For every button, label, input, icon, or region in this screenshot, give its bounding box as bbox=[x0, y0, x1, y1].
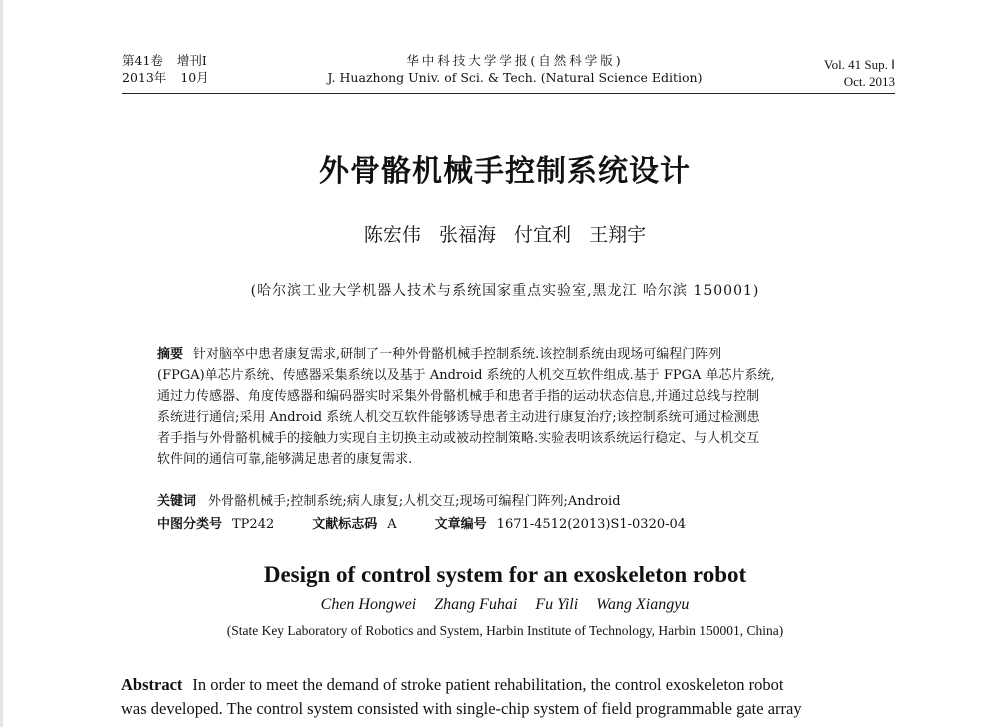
abstract-cn-line: 软件间的通信可靠,能够满足患者的康复需求. bbox=[157, 452, 413, 467]
abstract-en bbox=[121, 673, 901, 721]
clc-value: TP242 bbox=[232, 517, 275, 532]
article-number-label: 文章编号 bbox=[434, 517, 487, 532]
header-date-en: Oct. 2013 bbox=[843, 74, 895, 89]
abstract-en-label: Abstract bbox=[121, 675, 183, 694]
header-volume-cn: 第41卷 bbox=[122, 53, 163, 68]
affiliation-en: (State Key Laboratory of Robotics and System, Harbin Institute of Technology, Harbin 150001, China) bbox=[226, 623, 784, 638]
abstract-cn-line: (FPGA)单芯片系统、传感器采集系统以及基于 Android 系统的人机交互软件组成.基于 FPGA 单芯片系统, bbox=[157, 368, 775, 383]
paper-title-cn: 外骨骼机械手控制系统设计 bbox=[319, 154, 691, 189]
author-en: Chen Hongwei bbox=[320, 596, 417, 613]
header-year-cn: 2013年 bbox=[122, 70, 167, 85]
abstract-cn-line: 系统进行通信;采用 Android 系统人机交互软件能够诱导患者主动进行康复治疗;该控制系统可通过检测患 bbox=[157, 410, 760, 425]
header-supplement-cn: 增刊Ⅰ bbox=[176, 53, 207, 68]
author-cn: 陈宏伟 bbox=[363, 224, 421, 246]
header-month-cn: 10月 bbox=[180, 70, 209, 85]
abstract-cn-line: 摘要 针对脑卒中患者康复需求,研制了一种外骨骼机械手控制系统.该控制系统由现场可编程门阵列 bbox=[157, 347, 722, 362]
abstract-cn-line: 通过力传感器、角度传感器和编码器实时采集外骨骼机械手和患者手指的运动状态信息,并通过总线与控制 bbox=[157, 389, 760, 404]
author-en: Fu Yili bbox=[535, 596, 579, 613]
header-journal bbox=[310, 52, 720, 86]
author-en: Wang Xiangyu bbox=[596, 596, 690, 613]
abstract-cn bbox=[157, 344, 862, 470]
header-issue-en bbox=[824, 56, 895, 90]
doc-code-value: A bbox=[387, 517, 397, 532]
clc-label: 中图分类号 bbox=[157, 517, 223, 532]
keywords-text: 外骨骼机械手;控制系统;病人康复;人机交互;现场可编程门阵列;Android bbox=[208, 494, 621, 509]
header-volume-en: Vol. 41 Sup. Ⅰ bbox=[823, 57, 895, 72]
abstract-en-line: was developed. The control system consisted with single-chip system of field programmable gate array bbox=[121, 699, 802, 718]
header-rule bbox=[122, 93, 895, 94]
author-en: Zhang Fuhai bbox=[434, 596, 518, 613]
abstract-cn-label: 摘要 bbox=[157, 347, 184, 362]
abstract-en-line: Abstract In order to meet the demand of stroke patient rehabilitation, the control exoskeleton robot bbox=[121, 675, 784, 694]
author-cn: 张福海 bbox=[438, 224, 496, 246]
abstract-cn-line: 者手指与外骨骼机械手的接触力实现自主切换主动或被动控制策略.实验表明该系统运行稳定、与人机交互 bbox=[157, 431, 760, 446]
authors-en bbox=[0, 596, 1000, 614]
paper-title-en: Design of control system for an exoskeleton robot bbox=[263, 562, 747, 587]
header-issue-cn bbox=[122, 52, 209, 86]
journal-name-cn: 华中科技大学学报(自然科学版) bbox=[406, 53, 624, 68]
affiliation-cn: (哈尔滨工业大学机器人技术与系统国家重点实验室,黑龙江 哈尔滨 150001) bbox=[250, 283, 760, 299]
journal-name-en: J. Huazhong Univ. of Sci. & Tech. (Natural Science Edition) bbox=[327, 70, 703, 85]
author-cn: 付宜利 bbox=[514, 224, 572, 246]
scan-edge bbox=[0, 0, 3, 727]
authors-cn bbox=[0, 220, 1000, 247]
classification-row bbox=[157, 513, 686, 532]
author-cn: 王翔宇 bbox=[589, 224, 647, 246]
keywords-cn bbox=[157, 490, 621, 509]
doc-code-label: 文献标志码 bbox=[312, 517, 378, 532]
article-number-value: 1671-4512(2013)S1-0320-04 bbox=[496, 517, 687, 532]
keywords-label: 关键词 bbox=[157, 494, 197, 509]
